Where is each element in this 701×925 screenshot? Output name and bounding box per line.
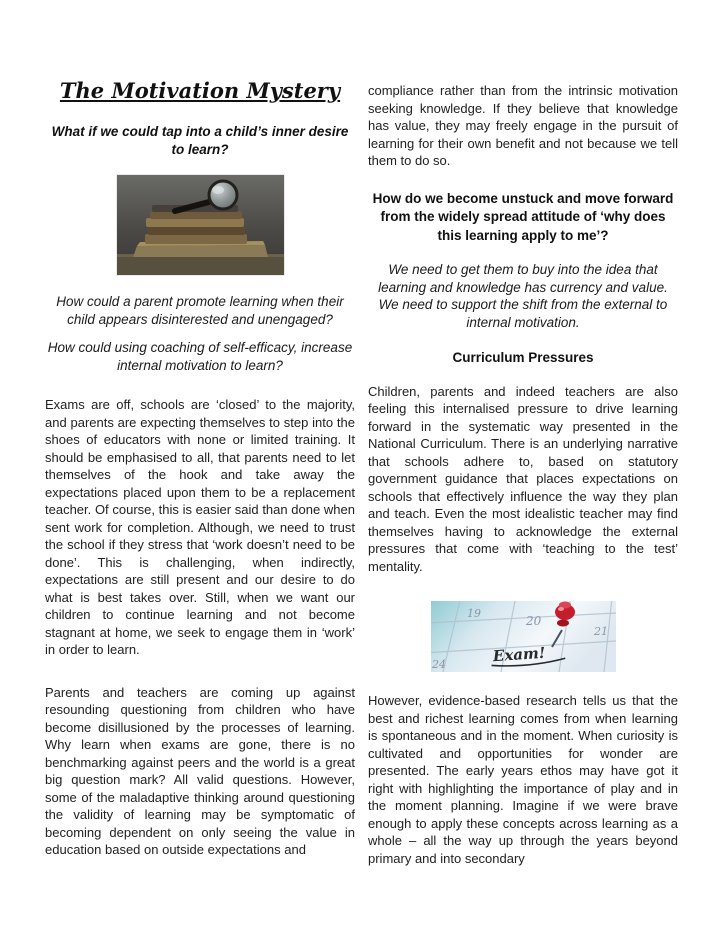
left-column: [45, 78, 355, 884]
book-stack: [145, 205, 247, 244]
page-title: The Motivation Mystery: [59, 78, 341, 103]
calendar-day-21: 21: [593, 625, 608, 638]
quote-buy-in: We need to get them to buy into the idea that learning and knowledge has currency and value. We need to support the shift from the external to internal motivation.: [378, 262, 668, 330]
paragraph-national-curriculum: Children, parents and indeed teachers are also feeling this internalised pressure to drive learning forward in the systematic way presented in the National Curriculum. There is an underlying narrative that schools adhere to, based on statutory government guidance that places expectations on schools that effectively influence the way they plan and teach. Even the most idealistic teacher may find themselves having to acknowledge the external pressures that come with ‘teaching to the test’ mentality.: [368, 383, 678, 574]
right-column: [368, 82, 678, 887]
exam-label-text: Exam!: [491, 643, 546, 666]
calendar-day-20: 20: [525, 614, 541, 628]
books-magnifier-image: [116, 174, 285, 276]
calendar-day-24: 24: [431, 658, 446, 671]
paragraph-evidence-based: However, evidence-based research tells us that the best and richest learning comes from when learning is spontaneous and in the moment. When curiosity is cultivated and opportunities for wonder are presented. The early years ethos may have got it right with highlighting the importance of play and in the moment planning. Imagine if we were brave enough to apply these concepts across learning as a whole – all the way up through the years beyond primary and into secondary: [368, 693, 678, 866]
paragraph-exams-off: Exams are off, schools are ‘closed’ to the majority, and parents are expecting themselves to step into the shoes of educators with none or limited training. It should be emphasised to all, that parents need to let themselves of the hook and take away the expectations placed upon them to be a replacement teacher. Of course, this is easier said than done when sent work for completion. Although, we need to trust the school if they stress that ‘work doesn’t need to be done’. This is challenging, when indirectly, expectations are still present and our desire to do what is best takes over. Still, when we want our children to continue learning and not become stagnant at home, we seek to engage them in ‘work’ in order to learn.: [45, 397, 355, 657]
paragraph-compliance: compliance rather than from the intrinsic motivation seeking knowledge. If they believe that knowledge has value, they may freely engage in the pursuit of learning for their own benefit and not because we tell them to do so.: [368, 83, 678, 168]
question-self-efficacy: How could using coaching of self-efficacy, increase internal motivation to learn?: [47, 340, 353, 373]
table-surface: [117, 255, 284, 275]
paragraph-parents-teachers: Parents and teachers are coming up against resounding questioning from children who have become disillusioned by the processes of learning. Why learn when exams are gone, there is no benchmarking against peers and the world is a great big question mark? All valid questions. However, some of the maladaptive thinking around questioning the validity of learning may be symptomatic of becoming dependent on only seeing the value in education based on outside expectations and: [45, 684, 355, 857]
calendar-day-19: 19: [466, 607, 481, 620]
bottom-book: [133, 245, 268, 257]
books-image-wrap: [45, 174, 355, 293]
question-parent-promote: How could a parent promote learning when their child appears disinterested and unengaged?: [56, 294, 344, 327]
heading-curriculum-pressures: Curriculum Pressures: [452, 350, 594, 365]
question-unstuck: How do we become unstuck and move forward from the widely spread attitude of ‘why does this learning apply to me’?: [372, 190, 674, 243]
lead-question: What if we could tap into a child’s inner desire to learn?: [51, 124, 349, 157]
exam-calendar-image: [431, 601, 616, 672]
calendar-image-wrap: [368, 595, 678, 692]
